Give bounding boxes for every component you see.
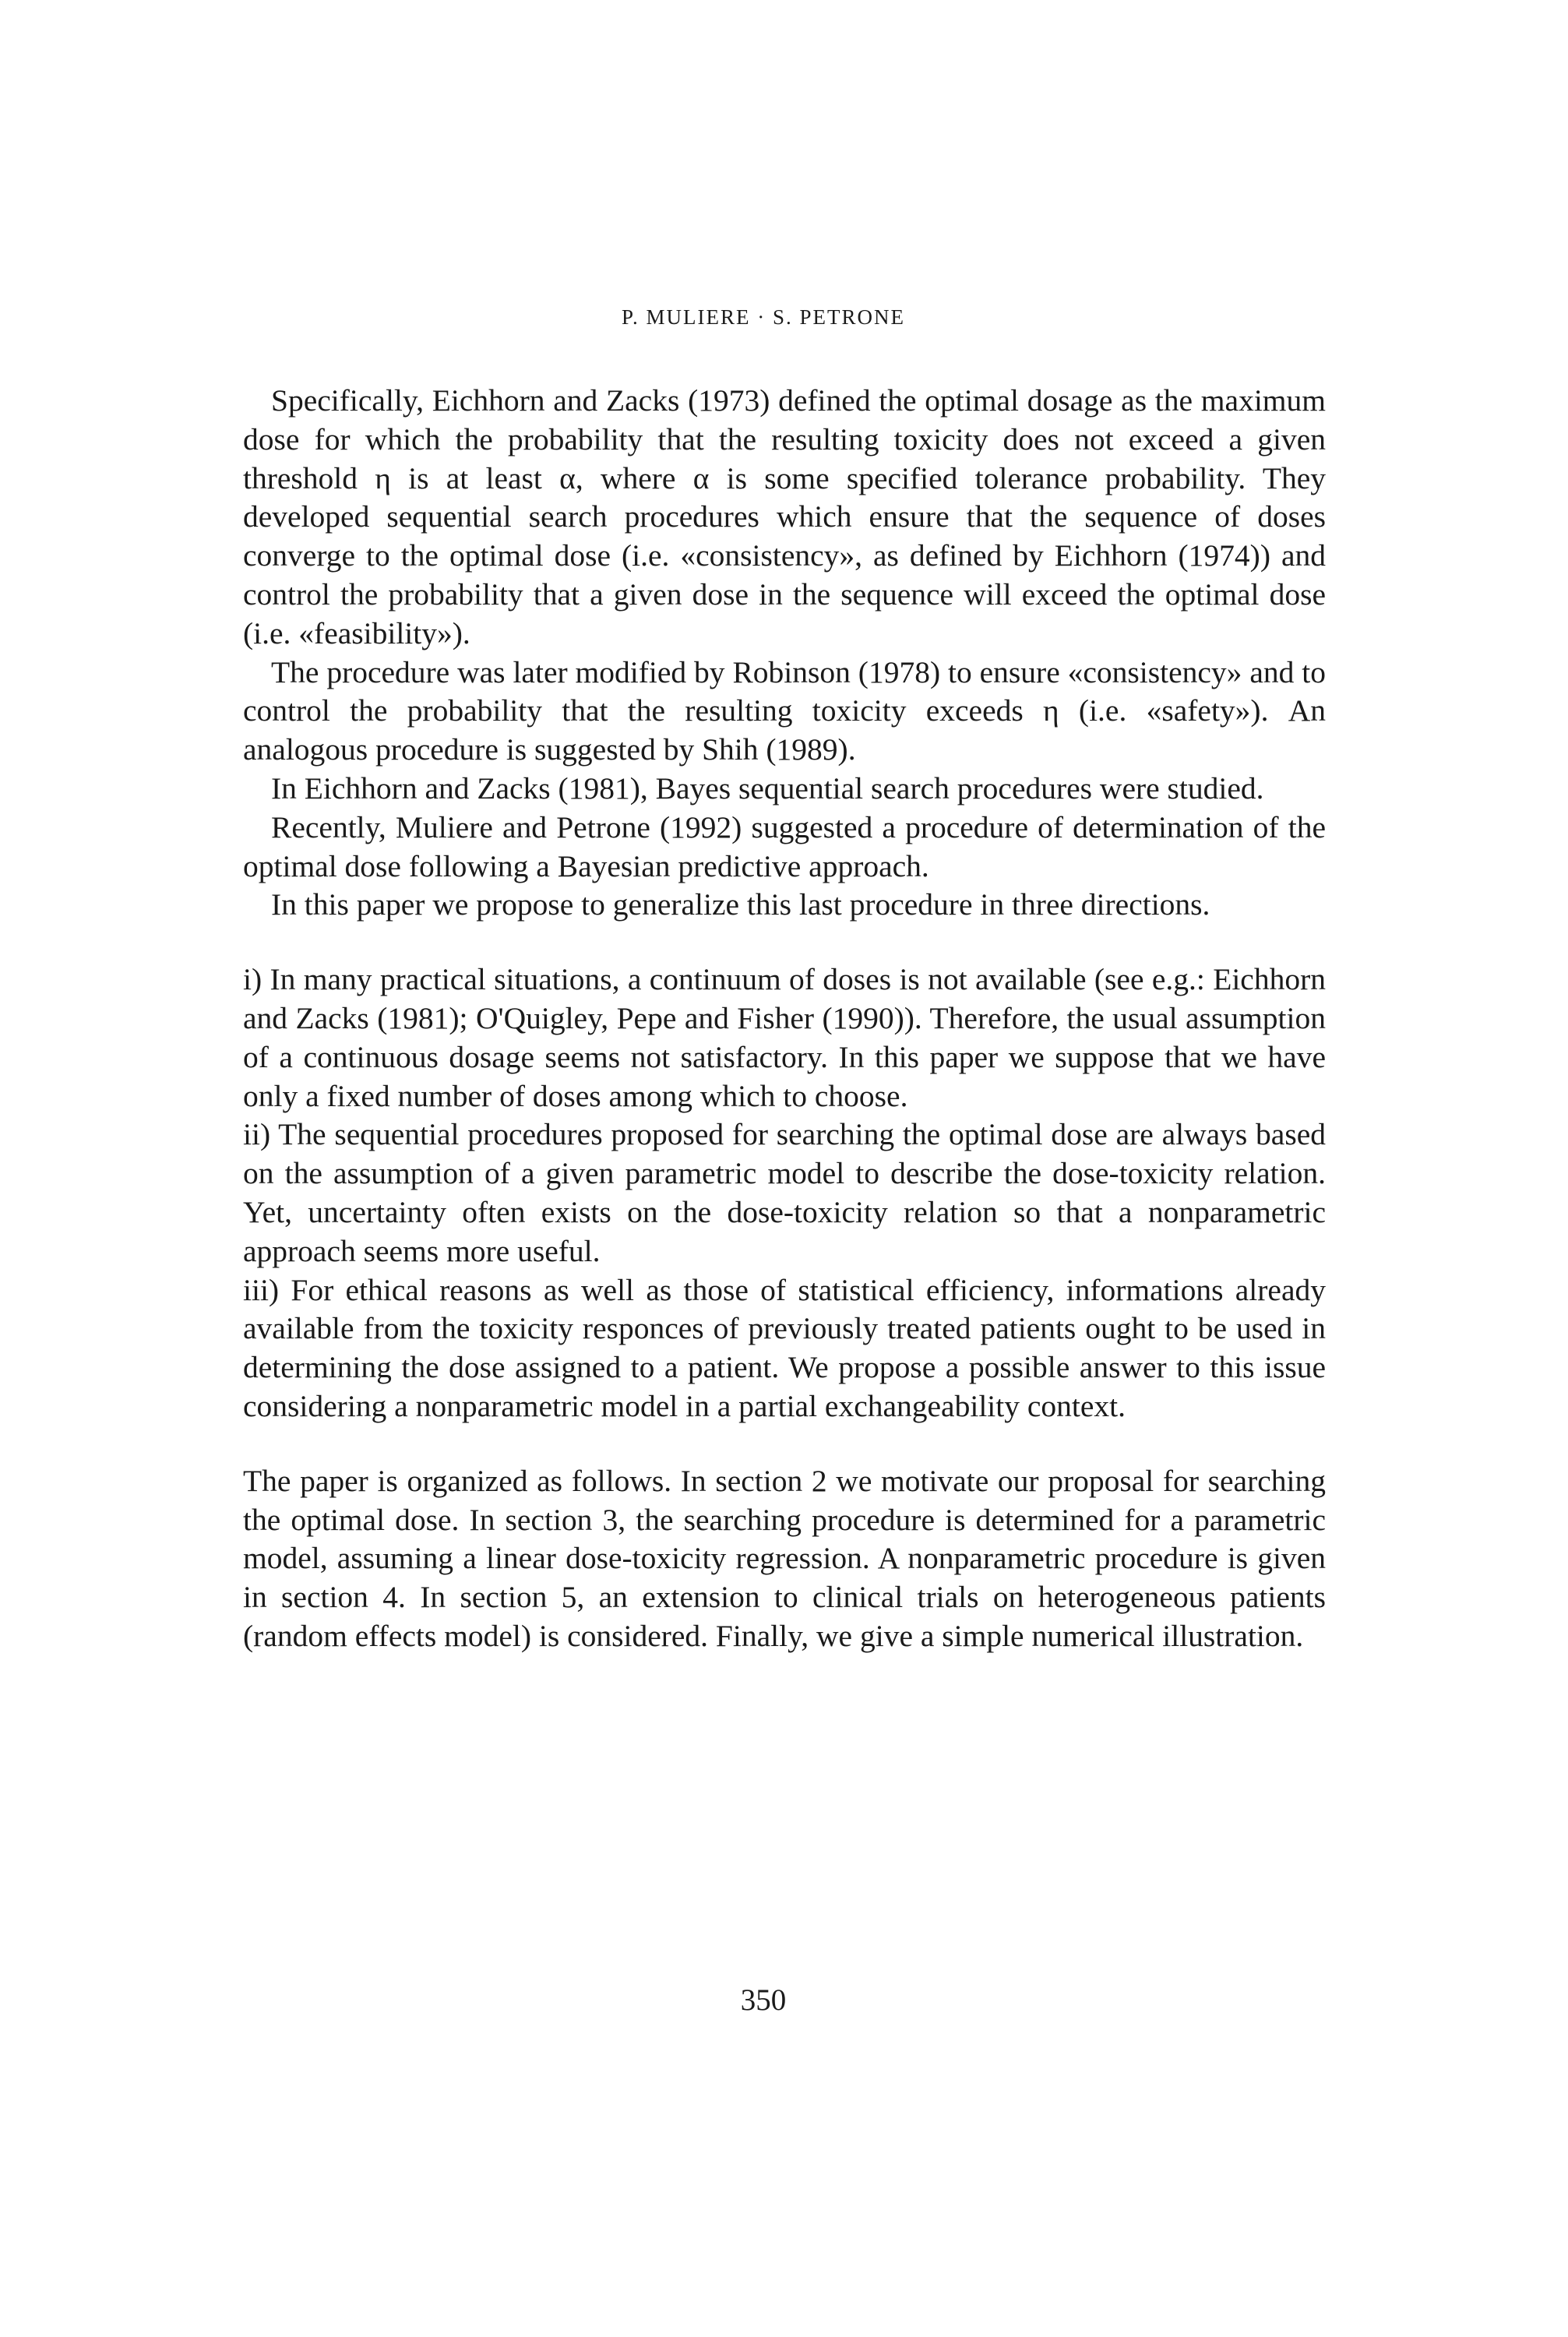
paragraph-three-directions: In this paper we propose to generalize this last procedure in three directions.	[271, 887, 1210, 922]
paragraph-organization: The paper is organized as follows. In section 2 we motivate our proposal for searching the optimal dose. In section 3, the searching procedure is determined for a parametric model, assuming a linear dose-toxicity regression. A nonparametric procedure is given in section 4. In section 5, an extension to clinical trials on heterogeneous patients (random effects model) is considered. Finally, we give a simple numerical illustration.	[243, 1463, 1326, 1653]
list-item-iii: iii) For ethical reasons as well as those of statistical efficiency, informations already available from the toxicity responces of previously treated patients ought to be used in determining the dose assigned to a patient. We propose a possible answer to this issue considering a nonparametric model in a partial exchangeability context.	[243, 1272, 1326, 1423]
list-item-ii: ii) The sequential procedures proposed for searching the optimal dose are always based on the assumption of a given parametric model to describe the dose-toxicity relation. Yet, uncertainty often exists on the dose-toxicity relation so that a nonparametric approach seems more useful.	[243, 1117, 1326, 1268]
paragraph-optimal-dosage-definition: Specifically, Eichhorn and Zacks (1973) defined the optimal dosage as the maximum dose for which the probability that the resulting toxicity does not exceed a given threshold η is at least α, where α is some specified tolerance probability. They developed sequential search procedures which ensure that the sequence of doses converge to the optimal dose (i.e. «consistency», as defined by Eichhorn (1974)) and control the probability that a given dose in the sequence will exceed the optimal dose (i.e. «feasibility»).	[243, 383, 1326, 650]
paragraph-bayes-procedures: In Eichhorn and Zacks (1981), Bayes sequential search procedures were studied.	[271, 770, 1264, 805]
page-number: 350	[740, 1983, 787, 2017]
running-head: P. MULIERE · S. PETRONE	[621, 305, 905, 329]
list-item-i: i) In many practical situations, a continuum of doses is not available (see e.g.: Eichhorn and Zacks (1981); O'Quigley, Pepe and Fisher (1990)). Therefore, the usual assumption of a continuous dosage seems not satisfactory. In this paper we suppose that we have only a fixed number of doses among which to choose.	[243, 962, 1326, 1113]
paragraph-predictive-approach: Recently, Muliere and Petrone (1992) suggested a procedure of determination of the optimal dose following a Bayesian predictive approach.	[243, 809, 1326, 883]
body-text	[243, 382, 1326, 1656]
paragraph-robinson-procedure: The procedure was later modified by Robinson (1978) to ensure «consistency» and to control the probability that the resulting toxicity exceeds η (i.e. «safety»). An analogous procedure is suggested by Shih (1989).	[243, 654, 1326, 767]
